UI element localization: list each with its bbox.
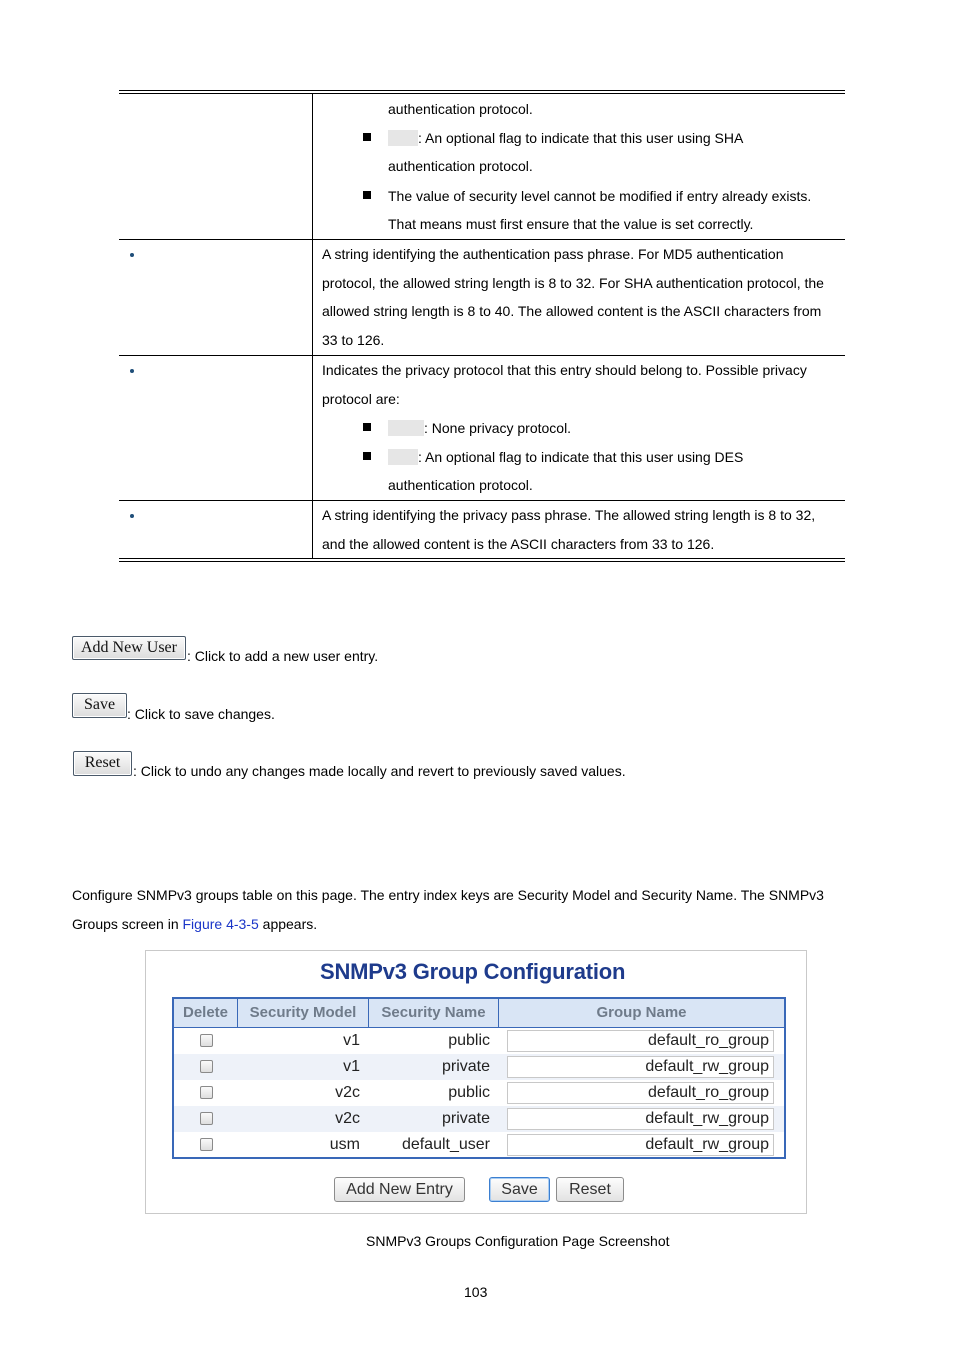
figure-caption: SNMPv3 Groups Configuration Page Screenshot [366, 1233, 670, 1249]
delete-checkbox[interactable] [200, 1060, 213, 1073]
intro-suffix: appears. [258, 916, 318, 932]
row4-line2: and the allowed content is the ASCII characters from 33 to 126. [322, 536, 715, 552]
table-top-rule [119, 90, 845, 91]
row2-line: protocol, the allowed string length is 8 to 32. For SHA authentication protocol, the [322, 275, 824, 291]
row2-line: allowed string length is 8 to 40. The allowed content is the ASCII characters from [322, 303, 822, 319]
row2-line: 33 to 126. [322, 332, 385, 348]
row-divider [119, 355, 845, 356]
figure-link[interactable]: Figure 4-3-5 [182, 916, 259, 932]
intro-line1: Configure SNMPv3 groups table on this page. The entry index keys are Security Model and Security Name. The SNMPv3 [72, 887, 824, 903]
row3-line1: Indicates the privacy protocol that this entry should belong to. Possible privacy [322, 362, 807, 378]
sha-option [388, 130, 743, 146]
col-security-name: Security Name [381, 1004, 486, 1021]
security-name: public [448, 1032, 490, 1049]
bullet-dot-icon [130, 369, 134, 373]
security-name: private [441, 1058, 490, 1075]
add-new-user-desc: : Click to add a new user entry. [187, 648, 379, 664]
table-row [174, 1132, 784, 1158]
table-row [174, 1054, 784, 1080]
row3-line2: protocol are: [322, 391, 400, 407]
add-new-user-button[interactable]: Add New User [72, 636, 186, 660]
des-option-cont: authentication protocol. [388, 477, 533, 493]
delete-checkbox[interactable] [200, 1086, 213, 1099]
security-level-note-cont: That means must first ensure that the value is set correctly. [388, 216, 754, 232]
bullet-square-icon [363, 191, 371, 199]
table-row [174, 1080, 784, 1106]
group-name-input[interactable]: default_ro_group [507, 1030, 774, 1052]
des-option-text: : An optional flag to indicate that this user using DES [418, 449, 744, 465]
group-name-input[interactable]: default_ro_group [507, 1082, 774, 1104]
table-header [174, 999, 784, 1028]
security-model: v2c [335, 1110, 360, 1127]
col-delete: Delete [182, 1004, 229, 1021]
security-name: private [441, 1110, 490, 1127]
parameter-table [119, 90, 845, 562]
panel-reset-button[interactable]: Reset [556, 1177, 624, 1202]
table-top-rule-inner [119, 93, 845, 94]
page-number: 103 [464, 1284, 488, 1300]
group-name-input[interactable]: default_rw_group [507, 1056, 774, 1078]
des-option [388, 449, 743, 465]
security-model: v2c [335, 1084, 360, 1101]
save-desc: : Click to save changes. [127, 706, 275, 722]
bullet-square-icon [363, 133, 371, 141]
none-option-text: : None privacy protocol. [424, 420, 572, 436]
delete-checkbox[interactable] [200, 1034, 213, 1047]
snmpv3-group-screenshot [145, 950, 807, 1214]
add-new-entry-button[interactable]: Add New Entry [334, 1177, 465, 1202]
reset-desc: : Click to undo any changes made locally and revert to previously saved values. [133, 763, 626, 779]
bullet-square-icon [363, 452, 371, 460]
row4-line1: A string identifying the privacy pass phrase. The allowed string length is 8 to 32, [322, 507, 816, 523]
none-option [388, 420, 571, 436]
security-model: usm [329, 1136, 360, 1153]
table-row [174, 1106, 784, 1132]
row-divider [119, 500, 845, 501]
table-bottom-rule-inner [119, 561, 845, 562]
bullet-square-icon [363, 423, 371, 431]
group-name-input[interactable]: default_rw_group [507, 1108, 774, 1130]
delete-checkbox[interactable] [200, 1112, 213, 1125]
sha-option-text: : An optional flag to indicate that this user using SHA [418, 130, 744, 146]
bullet-dot-icon [130, 253, 134, 257]
option-placeholder [388, 449, 418, 465]
delete-checkbox[interactable] [200, 1138, 213, 1151]
sha-option-cont: authentication protocol. [388, 158, 533, 174]
panel-save-button[interactable]: Save [489, 1177, 550, 1202]
security-name: default_user [401, 1136, 490, 1153]
col-group-name: Group Name [596, 1004, 687, 1021]
option-placeholder [388, 130, 418, 146]
security-model: v1 [343, 1058, 360, 1075]
save-button[interactable]: Save [72, 693, 127, 718]
row1-line1: authentication protocol. [388, 101, 533, 117]
group-table [172, 997, 786, 1159]
column-divider [312, 94, 313, 558]
group-name-input[interactable]: default_rw_group [507, 1134, 774, 1156]
reset-button[interactable]: Reset [73, 751, 132, 776]
security-name: public [448, 1084, 490, 1101]
security-model: v1 [343, 1032, 360, 1049]
option-placeholder [388, 420, 424, 436]
table-row [174, 1028, 784, 1054]
bullet-dot-icon [130, 514, 134, 518]
col-security-model: Security Model [249, 1004, 357, 1021]
intro-line2 [72, 916, 317, 932]
row-divider [119, 239, 845, 240]
intro-prefix: Groups screen in [72, 916, 183, 932]
security-level-note: The value of security level cannot be modified if entry already exists. [388, 188, 812, 204]
row2-line: A string identifying the authentication pass phrase. For MD5 authentication [322, 246, 784, 262]
page-title: SNMPv3 Group Configuration [320, 959, 626, 984]
table-bottom-rule [119, 558, 845, 559]
